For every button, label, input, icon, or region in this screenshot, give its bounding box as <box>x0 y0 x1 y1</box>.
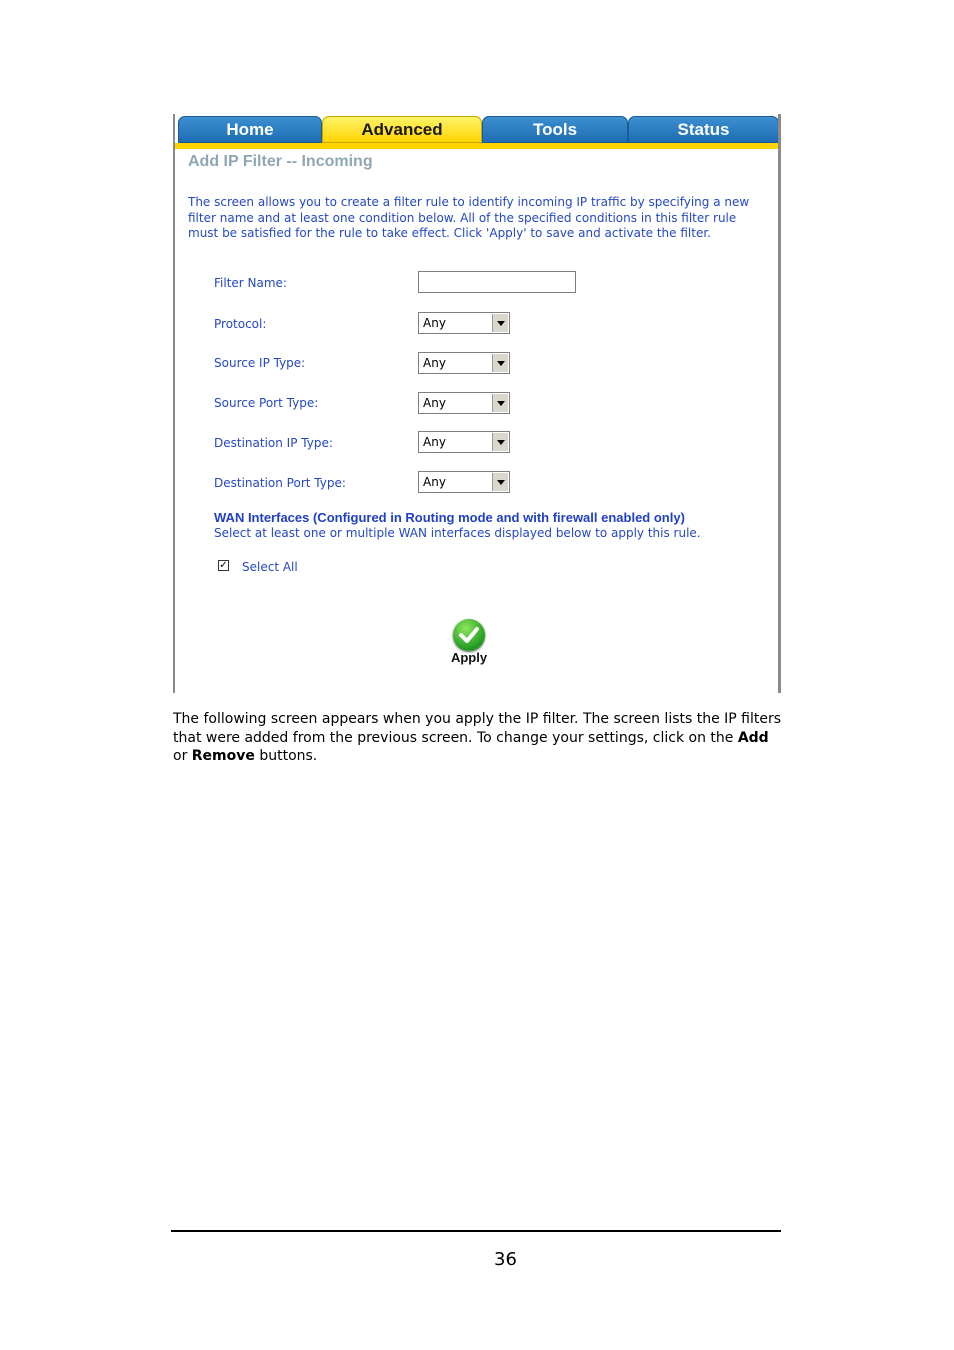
protocol-label: Protocol: <box>214 317 267 331</box>
router-screenshot <box>173 114 781 693</box>
tab-status[interactable]: Status <box>628 116 779 143</box>
para-add-bold: Add <box>737 729 769 746</box>
destination-ip-type-label: Destination IP Type: <box>214 436 333 450</box>
tab-home[interactable]: Home <box>178 116 322 143</box>
para-text-1: The following screen appears when you apply the IP filter. The screen lists the IP filters that were added from the previous screen. To change your settings, click on the <box>173 711 782 746</box>
filter-name-input[interactable] <box>418 271 576 293</box>
source-ip-type-label: Source IP Type: <box>214 356 306 370</box>
frame-right <box>778 114 781 693</box>
chevron-down-icon[interactable] <box>492 473 508 491</box>
destination-port-type-value: Any <box>423 475 446 489</box>
select-all-label: Select All <box>242 560 298 574</box>
tab-tools[interactable]: Tools <box>482 116 628 143</box>
destination-port-type-label: Destination Port Type: <box>214 476 346 490</box>
frame-left <box>173 114 175 693</box>
source-port-type-value: Any <box>423 396 446 410</box>
apply-button[interactable] <box>445 619 493 669</box>
page-number: 36 <box>494 1249 517 1270</box>
footer-divider <box>171 1230 781 1232</box>
chevron-down-icon[interactable] <box>492 394 508 412</box>
para-text-3: buttons. <box>254 748 318 764</box>
chevron-down-icon[interactable] <box>492 433 508 451</box>
para-remove-bold: Remove <box>191 748 255 764</box>
source-port-type-label: Source Port Type: <box>214 396 319 410</box>
source-ip-type-select[interactable] <box>418 352 510 374</box>
wan-interfaces-subtext: Select at least one or multiple WAN interfaces displayed below to apply this rule. <box>214 526 701 540</box>
tab-advanced[interactable]: Advanced <box>322 116 482 143</box>
protocol-value: Any <box>423 316 446 330</box>
chevron-down-icon[interactable] <box>492 354 508 372</box>
page-title: Add IP Filter -- Incoming <box>188 153 373 170</box>
protocol-select[interactable] <box>418 312 510 334</box>
chevron-down-icon[interactable] <box>492 314 508 332</box>
top-nav <box>173 114 781 144</box>
apply-label: Apply <box>450 650 488 665</box>
destination-ip-type-select[interactable] <box>418 431 510 453</box>
page-description: The screen allows you to create a filter rule to identify incoming IP traffic by specifying a new filter name and at least one condition below. All of the specified conditions in this filter rule must be satisfied for the rule to take effect. Click 'Apply' to save and activate the filter. <box>188 195 750 240</box>
destination-ip-type-value: Any <box>423 435 446 449</box>
nav-underline <box>175 143 778 149</box>
destination-port-type-select[interactable] <box>418 471 510 493</box>
source-port-type-select[interactable] <box>418 392 510 414</box>
checkmark-glyph-icon <box>453 619 485 651</box>
select-all-checkbox[interactable]: ✓ <box>219 560 228 571</box>
para-text-2: or <box>173 748 192 764</box>
source-ip-type-value: Any <box>423 356 446 370</box>
wan-interfaces-heading: WAN Interfaces (Configured in Routing mode and with firewall enabled only) <box>214 510 685 525</box>
filter-name-label: Filter Name: <box>214 276 287 290</box>
body-paragraph <box>173 710 783 766</box>
